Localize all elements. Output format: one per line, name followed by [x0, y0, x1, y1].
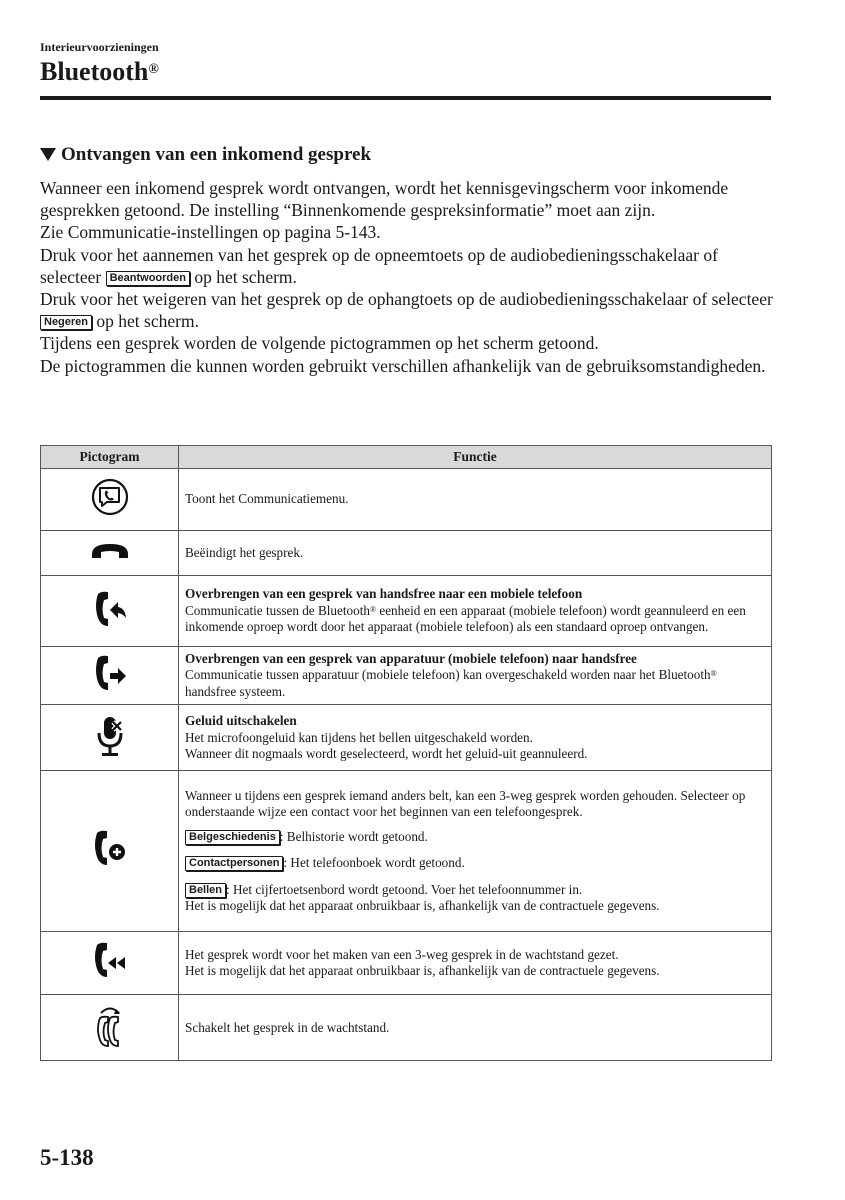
registered-mark: ®	[369, 604, 377, 614]
option-row	[185, 855, 765, 871]
function-text: Het microfoongeluid kan tijdens het bellen uitgeschakeld worden.	[185, 729, 533, 745]
table-row	[41, 647, 772, 705]
call-hold-icon	[41, 995, 179, 1061]
dial-button[interactable]: Bellen	[185, 883, 226, 898]
paragraph-2: Zie Communicatie-instellingen op pagina 5-143.	[40, 222, 381, 243]
function-title: Overbrengen van een gesprek van handsfree naar een mobiele telefoon	[185, 586, 583, 602]
registered-mark: ®	[710, 669, 717, 679]
function-cell	[179, 647, 772, 705]
paragraph-4-end: op het scherm.	[96, 311, 199, 332]
table-row	[41, 531, 772, 576]
function-cell	[179, 932, 772, 995]
function-text: Toont het Communicatiemenu.	[185, 491, 349, 507]
paragraph-4	[40, 288, 780, 332]
section-heading-text: Ontvangen van een inkomend gesprek	[61, 144, 372, 165]
paragraph-3-text: Druk voor het aannemen van het gesprek op de opneemtoets op de audiobedieningsschakelaar of selecteer	[40, 244, 718, 287]
option-text: : Het telefoonboek wordt getoond.	[283, 855, 465, 871]
function-description	[185, 603, 765, 636]
function-text: Communicatie tussen de Bluetooth	[185, 602, 370, 618]
paragraph-3-end: op het scherm.	[194, 266, 297, 287]
section-label: Interieurvoorzieningen	[40, 40, 159, 54]
hang-up-icon	[41, 531, 179, 576]
table-row	[41, 771, 772, 932]
function-cell	[179, 576, 772, 647]
hold-and-call-icon	[41, 932, 179, 995]
function-cell	[179, 705, 772, 771]
table-header-row	[41, 446, 772, 469]
function-title: Overbrengen van een gesprek van apparatuur (mobiele telefoon) naar handsfree	[185, 651, 637, 666]
transfer-to-handsfree-icon	[41, 647, 179, 705]
table-row	[41, 469, 772, 531]
function-text: Beëindigt het gesprek.	[185, 544, 304, 560]
function-text: Het gesprek wordt voor het maken van een 3-weg gesprek in de wachtstand gezet.	[185, 946, 619, 962]
table-row	[41, 932, 772, 995]
registered-mark: ®	[148, 62, 159, 77]
paragraph-3	[40, 244, 780, 288]
mute-microphone-icon	[41, 705, 179, 771]
function-text: Wanneer dit nogmaals wordt geselecteerd, wordt het geluid-uit geannuleerd.	[185, 745, 588, 761]
table-row	[41, 705, 772, 771]
page-title	[40, 56, 770, 88]
function-text: Het is mogelijk dat het apparaat onbruikbaar is, afhankelijk van de contractuele gegevens.	[185, 898, 660, 914]
call-history-button[interactable]: Belgeschiedenis	[185, 830, 280, 845]
page-title-text: Bluetooth	[40, 57, 149, 86]
add-call-icon	[41, 771, 179, 932]
answer-button[interactable]: Beantwoorden	[106, 271, 190, 286]
page-header	[40, 40, 770, 88]
paragraph-4-text: Druk voor het weigeren van het gesprek op de ophangtoets op de audiobedieningsschakelaar of selecteer	[40, 289, 773, 310]
body-text	[40, 177, 780, 377]
page-number: 5-138	[40, 1145, 94, 1170]
function-text: Wanneer u tijdens een gesprek iemand anders belt, kan een 3-weg gesprek worden gehouden. Selecteer op onderstaande wijze een contact voor het beginnen van een telefoongesprek.	[185, 788, 746, 820]
option-text: : Het cijfertoetsenbord wordt getoond. Voer het telefoonnummer in.	[226, 881, 583, 897]
table-row	[41, 995, 772, 1061]
function-cell	[179, 995, 772, 1061]
table-row	[41, 576, 772, 647]
function-text: Communicatie tussen apparatuur (mobiele telefoon) kan overgeschakeld worden naar het Bluetooth	[185, 667, 711, 683]
function-text: handsfree systeem.	[185, 683, 286, 699]
contacts-button[interactable]: Contactpersonen	[185, 856, 283, 871]
function-cell	[179, 469, 772, 531]
section-heading	[40, 143, 371, 167]
function-text: eenheid en een apparaat (mobiele telefoon) wordt geannuleerd en een inkomende oproep wordt door het apparaat (mobiele telefoon) als een standaard oproep ontvangen.	[185, 602, 746, 635]
function-cell	[179, 771, 772, 932]
transfer-to-phone-icon	[41, 576, 179, 647]
triangle-bullet-icon	[40, 148, 56, 161]
paragraph-5: Tijdens een gesprek worden de volgende pictogrammen op het scherm getoond.	[40, 333, 599, 354]
option-row	[185, 882, 765, 898]
function-title: Geluid uitschakelen	[185, 713, 297, 729]
function-cell	[179, 531, 772, 576]
paragraph-6: De pictogrammen die kunnen worden gebruikt verschillen afhankelijk van de gebruiksomstandigheden.	[40, 355, 766, 376]
function-text: Schakelt het gesprek in de wachtstand.	[185, 1019, 390, 1035]
function-column-header: Functie	[179, 446, 772, 469]
function-text: Het is mogelijk dat het apparaat onbruikbaar is, afhankelijk van de contractuele gegevens.	[185, 963, 660, 979]
paragraph-1: Wanneer een inkomend gesprek wordt ontvangen, wordt het kennisgevingscherm voor inkomende gesprekken getoond. De instelling “Binnenkomende gespreksinformatie” moet aan zijn.	[40, 178, 729, 221]
option-text: : Belhistorie wordt getoond.	[279, 828, 428, 844]
function-description	[185, 667, 765, 700]
header-rule	[40, 96, 771, 100]
communication-menu-icon	[41, 469, 179, 531]
pictogram-column-header: Pictogram	[41, 446, 179, 469]
pictogram-table	[40, 445, 772, 1061]
option-row	[185, 829, 765, 845]
decline-button[interactable]: Negeren	[40, 315, 92, 330]
